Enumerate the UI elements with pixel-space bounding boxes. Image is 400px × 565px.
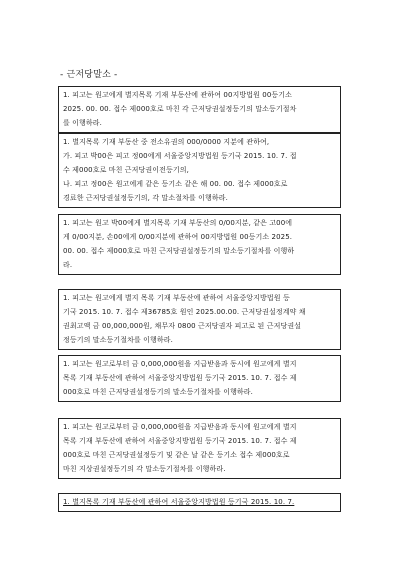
claim-line: 권최고액 금 00,000,000원, 채무자 0800 근저당권자 피고로 된 근저당권설 [63, 322, 302, 330]
claim-line: 2025. 00. 00. 접수 제000호로 마친 각 근저당권설정등기의 말소등기절차 [63, 105, 297, 113]
claim-line: 1. 피고는 원고로부터 금 0,000,000원을 지급받음과 동시에 원고에게 별지 [63, 360, 297, 368]
claim-line: 가. 피고 박00은 피고 정00에게 서울중앙지방법원 등기국 2015. 10. 7. 접 [63, 152, 297, 160]
claim-line: 정등기의 말소등기절차를 이행하라. [63, 336, 173, 344]
section-heading: - 근저당말소 - [60, 70, 118, 80]
claim-box-3 [58, 214, 341, 275]
claim-line: 목록 기재 부동산에 관하여 서울중앙지방법원 등기국 2015. 10. 7. 접수 제 [63, 437, 297, 445]
claim-box-2 [58, 133, 341, 208]
claim-line: 00. 00. 접수 제000호로 마친 근저당권설정등기의 말소등기절차를 이행하 [63, 247, 295, 255]
claim-line: 000호로 마친 근저당권설정등기의 말소등기절차를 이행하라. [63, 388, 253, 396]
claim-line: 기국 2015. 10. 7. 접수 제36785호 원인 2025.00.00. 근저당권설정계약 채 [63, 308, 306, 316]
claim-line: 를 이행하라. [63, 119, 102, 127]
claim-line: 목록 기재 부동산에 관하여 서울중앙지방법원 등기국 2015. 10. 7. 접수 제 [63, 374, 297, 382]
claim-box-6 [58, 418, 341, 479]
claim-line: 1. 피고는 원고 박00에게 별지목록 기재 부동산의 0/00지분, 같은 고00에 [63, 219, 293, 227]
claim-line: 라. [63, 261, 73, 269]
claim-line: 000호로 마친 근저당권설정등기 및 같은 날 같은 등기소 접수 제000호로 [63, 451, 290, 459]
claim-line: 경료한 근저당권설정등기의, 각 말소절차를 이행하라. [63, 194, 228, 202]
claim-line: 1. 피고는 원고로부터 금 0,000,000원을 지급받음과 동시에 원고에게 별지 [63, 423, 297, 431]
claim-box-5 [58, 355, 341, 402]
claim-line: 1. 별지목록 기재 부동산 중 전소유권의 000/0000 지분에 관하여, [63, 138, 270, 146]
claim-line: 1. 별지목록 기재 부동산에 관하여 서울중앙지방법원 등기국 2015. 10. 7. [63, 498, 295, 506]
claim-line: 1. 피고는 원고에게 별지 목록 기재 부동산에 관하여 서울중앙지방법원 등 [63, 294, 290, 302]
claim-box-4 [58, 289, 341, 350]
claim-line: 마친 지상권설정등기의 각 말소등기절차를 이행하라. [63, 465, 226, 473]
claim-line: 수 제000호로 마친 근저당권이전등기의, [63, 166, 189, 174]
claim-line: 나. 피고 정00은 원고에게 같은 등기소 같은 해 00. 00. 접수 제000호로 [63, 180, 288, 188]
claim-box-7 [58, 493, 341, 512]
claim-line: 1. 피고는 원고에게 별지목록 기재 부동산에 관하여 00지방법원 00등기소 [63, 91, 292, 99]
claim-line: 게 0/00지분, 손00에게 0/00지분에 관하여 00지방법원 00등기소 2025. [63, 233, 293, 241]
claim-box-1 [58, 86, 341, 133]
